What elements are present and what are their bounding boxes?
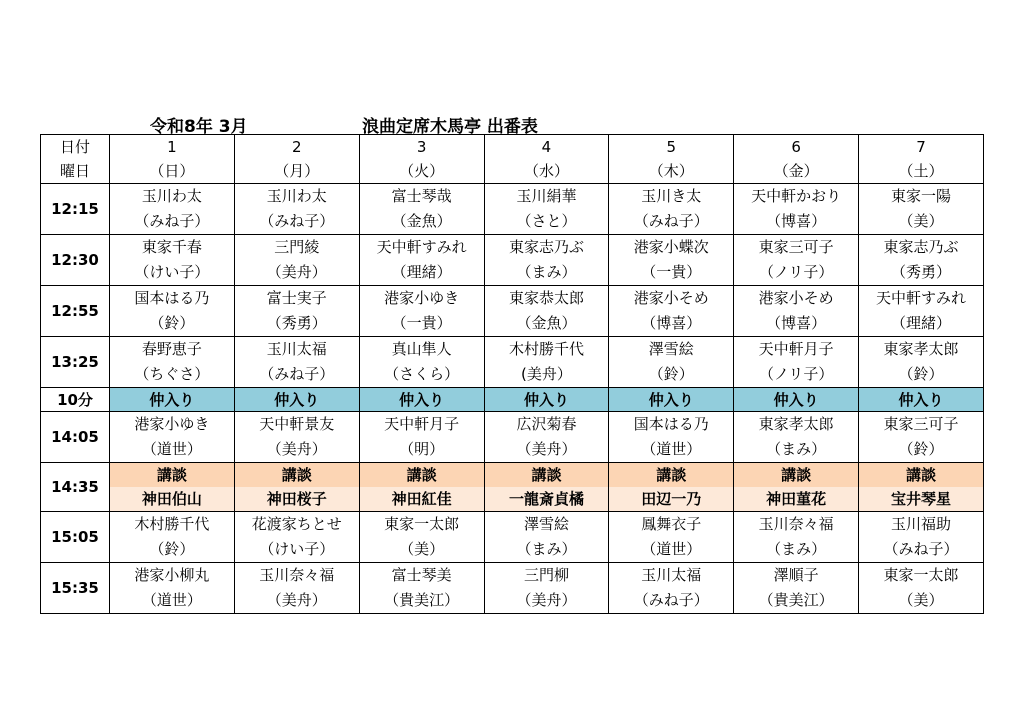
performer-name: 国本はる乃 xyxy=(633,415,709,433)
accompanist-name: （みね子） xyxy=(134,212,210,230)
performer-cell xyxy=(110,337,235,388)
performer-name: 三門柳 xyxy=(523,566,569,584)
accompanist-name: （博喜） xyxy=(641,314,702,332)
slot-time: 12:30 xyxy=(41,235,110,286)
performer-cell xyxy=(359,235,484,286)
kodan-cell xyxy=(609,463,734,512)
performer-cell xyxy=(734,337,859,388)
performer-name: 東家三可子 xyxy=(758,238,834,256)
kodan-cell xyxy=(484,463,609,512)
performer-name: 港家小柳丸 xyxy=(134,566,210,584)
performer-name: 東家恭太郎 xyxy=(508,289,584,307)
accompanist-name: （理緒） xyxy=(890,314,951,332)
performer-cell xyxy=(609,512,734,563)
performer-cell xyxy=(859,184,984,235)
intermission-duration: 10分 xyxy=(41,388,110,412)
accompanist-name: （貴美江） xyxy=(384,591,460,609)
performer-name: 富士琴哉 xyxy=(391,187,452,205)
weekday: （月） xyxy=(274,162,320,180)
accompanist-name: （美舟） xyxy=(266,440,327,458)
performer-name: 木村勝千代 xyxy=(134,515,210,533)
performer-cell xyxy=(234,337,359,388)
accompanist-name: （みね子） xyxy=(633,591,709,609)
accompanist-name: （さくら） xyxy=(384,365,460,383)
time-slot-row xyxy=(41,563,984,614)
performer-name: 玉川福助 xyxy=(890,515,951,533)
slot-time: 14:35 xyxy=(41,463,110,512)
kodan-label: 講談 xyxy=(905,466,936,484)
performer-cell xyxy=(234,286,359,337)
kodan-cell xyxy=(859,463,984,512)
performer-schedule-table xyxy=(40,134,984,614)
performer-cell xyxy=(110,563,235,614)
time-slot-row xyxy=(41,412,984,463)
date: 7 xyxy=(916,138,926,156)
kodan-label: 講談 xyxy=(781,466,812,484)
accompanist-name: （道世） xyxy=(141,591,202,609)
intermission-cell: 仲入り xyxy=(110,388,235,412)
performer-name: 東家一太郎 xyxy=(384,515,460,533)
accompanist-name: （けい子） xyxy=(134,263,210,281)
intermission-cell: 仲入り xyxy=(734,388,859,412)
performer-name: 春野恵子 xyxy=(141,340,202,358)
accompanist-name: （鈴） xyxy=(898,440,944,458)
performer-cell xyxy=(110,512,235,563)
performer-cell xyxy=(734,563,859,614)
performer-cell xyxy=(484,286,609,337)
performer-cell xyxy=(484,337,609,388)
accompanist-name: （道世） xyxy=(641,440,702,458)
performer-cell xyxy=(110,184,235,235)
performer-cell xyxy=(359,412,484,463)
performer-cell xyxy=(859,337,984,388)
accompanist-name: （ノリ子） xyxy=(758,365,834,383)
intermission-cell: 仲入り xyxy=(859,388,984,412)
day-header xyxy=(484,135,609,184)
kodan-cell xyxy=(359,463,484,512)
performer-name: 港家小そめ xyxy=(633,289,709,307)
day-header xyxy=(859,135,984,184)
performer-name: 東家志乃ぶ xyxy=(508,238,584,256)
kodan-label: 講談 xyxy=(406,466,437,484)
slot-time: 14:05 xyxy=(41,412,110,463)
performer-cell xyxy=(110,412,235,463)
intermission-cell: 仲入り xyxy=(359,388,484,412)
performer-name: 東家孝太郎 xyxy=(883,340,959,358)
performer-cell xyxy=(734,286,859,337)
performer-cell xyxy=(734,412,859,463)
performer-cell xyxy=(234,563,359,614)
weekday-label: 曜日 xyxy=(59,162,90,180)
time-slot-row xyxy=(41,512,984,563)
accompanist-name: （博喜） xyxy=(766,314,827,332)
accompanist-name: （美舟） xyxy=(516,440,577,458)
kodan-row xyxy=(41,463,984,512)
performer-cell xyxy=(859,412,984,463)
time-slot-row xyxy=(41,337,984,388)
accompanist-name: （秀勇） xyxy=(266,314,327,332)
performer-cell xyxy=(734,512,859,563)
accompanist-name: （みね子） xyxy=(259,365,335,383)
accompanist-name: （一貴） xyxy=(391,314,452,332)
time-slot-row xyxy=(41,286,984,337)
performer-name: 東家志乃ぶ xyxy=(883,238,959,256)
kodan-performer: 宝井琴星 xyxy=(859,487,983,511)
accompanist-name: （道世） xyxy=(641,540,702,558)
schedule-title: 浪曲定席木馬亭 出番表 xyxy=(362,117,538,137)
performer-cell xyxy=(484,412,609,463)
performer-cell xyxy=(484,563,609,614)
date: 6 xyxy=(791,138,801,156)
performer-name: 港家小蝶次 xyxy=(633,238,709,256)
performer-cell xyxy=(609,286,734,337)
performer-cell xyxy=(234,184,359,235)
weekday: （水） xyxy=(523,162,569,180)
accompanist-name: （まみ） xyxy=(766,440,827,458)
performer-cell xyxy=(859,563,984,614)
performer-name: 玉川絹華 xyxy=(516,187,577,205)
performer-name: 広沢菊春 xyxy=(516,415,577,433)
accompanist-name: （金魚） xyxy=(391,212,452,230)
performer-name: 鳳舞衣子 xyxy=(641,515,702,533)
performer-name: 東家三可子 xyxy=(883,415,959,433)
accompanist-name: （鈴） xyxy=(898,365,944,383)
performer-name: 天中軒すみれ xyxy=(376,238,467,256)
performer-cell xyxy=(359,184,484,235)
performer-cell xyxy=(359,337,484,388)
weekday: （火） xyxy=(399,162,445,180)
date-label: 日付 xyxy=(59,138,90,156)
accompanist-name: （理緒） xyxy=(391,263,452,281)
kodan-label: 講談 xyxy=(656,466,687,484)
performer-name: 玉川わ太 xyxy=(141,187,202,205)
performer-cell xyxy=(609,235,734,286)
date: 4 xyxy=(541,138,552,156)
kodan-label: 講談 xyxy=(281,466,312,484)
day-header xyxy=(110,135,235,184)
performer-cell xyxy=(609,337,734,388)
slot-time: 13:25 xyxy=(41,337,110,388)
slot-time: 15:35 xyxy=(41,563,110,614)
performer-name: 港家小ゆき xyxy=(134,415,210,433)
intermission-cell: 仲入り xyxy=(484,388,609,412)
weekday: （土） xyxy=(898,162,944,180)
kodan-performer: 神田紅佳 xyxy=(360,487,484,511)
slot-time: 15:05 xyxy=(41,512,110,563)
accompanist-name: （美舟） xyxy=(266,591,327,609)
performer-cell xyxy=(484,512,609,563)
accompanist-name: （鈴） xyxy=(149,540,195,558)
performer-name: 花渡家ちとせ xyxy=(251,515,342,533)
day-header xyxy=(609,135,734,184)
performer-name: 玉川太福 xyxy=(266,340,327,358)
accompanist-name: （ノリ子） xyxy=(758,263,834,281)
performer-name: 東家孝太郎 xyxy=(758,415,834,433)
performer-cell xyxy=(359,512,484,563)
time-slot-row xyxy=(41,235,984,286)
intermission-row xyxy=(41,388,984,412)
performer-name: 東家千春 xyxy=(141,238,202,256)
performer-cell xyxy=(609,563,734,614)
kodan-performer: 一龍斎貞橘 xyxy=(485,487,609,511)
accompanist-name: （みね子） xyxy=(259,212,335,230)
accompanist-name: (美舟） xyxy=(521,365,572,383)
performer-name: 玉川き太 xyxy=(641,187,702,205)
accompanist-name: （まみ） xyxy=(516,263,577,281)
accompanist-name: （一貴） xyxy=(641,263,702,281)
date: 2 xyxy=(291,138,302,156)
kodan-performer: 神田伯山 xyxy=(110,487,234,511)
performer-name: 国本はる乃 xyxy=(134,289,210,307)
date: 1 xyxy=(167,138,177,156)
performer-cell xyxy=(609,412,734,463)
performer-name: 木村勝千代 xyxy=(508,340,584,358)
accompanist-name: （美舟） xyxy=(266,263,327,281)
schedule-month: 令和8年 3月 xyxy=(150,117,248,137)
header-row xyxy=(41,135,984,184)
accompanist-name: （明） xyxy=(399,440,445,458)
weekday: （日） xyxy=(149,162,195,180)
kodan-label: 講談 xyxy=(531,466,562,484)
day-header xyxy=(734,135,859,184)
intermission-cell: 仲入り xyxy=(234,388,359,412)
day-header xyxy=(234,135,359,184)
performer-name: 天中軒月子 xyxy=(758,340,834,358)
weekday: （金） xyxy=(773,162,819,180)
accompanist-name: （金魚） xyxy=(516,314,577,332)
performer-cell xyxy=(859,286,984,337)
kodan-cell xyxy=(734,463,859,512)
slot-time: 12:55 xyxy=(41,286,110,337)
performer-name: 港家小そめ xyxy=(758,289,834,307)
accompanist-name: （けい子） xyxy=(259,540,335,558)
performer-cell xyxy=(234,412,359,463)
day-header xyxy=(359,135,484,184)
accompanist-name: （まみ） xyxy=(516,540,577,558)
performer-name: 天中軒すみれ xyxy=(875,289,966,307)
accompanist-name: （美） xyxy=(898,591,944,609)
performer-cell xyxy=(859,512,984,563)
performer-cell xyxy=(359,286,484,337)
accompanist-name: （ちぐさ） xyxy=(134,365,210,383)
performer-cell xyxy=(484,184,609,235)
kodan-performer: 神田菫花 xyxy=(734,487,858,511)
kodan-performer: 田辺一乃 xyxy=(609,487,733,511)
accompanist-name: （鈴） xyxy=(648,365,694,383)
performer-name: 天中軒景友 xyxy=(259,415,335,433)
performer-name: 澤順子 xyxy=(773,566,819,584)
performer-cell xyxy=(110,286,235,337)
date: 5 xyxy=(666,138,677,156)
kodan-cell xyxy=(110,463,235,512)
accompanist-name: （みね子） xyxy=(883,540,959,558)
accompanist-name: （美） xyxy=(399,540,445,558)
kodan-label: 講談 xyxy=(156,466,187,484)
performer-cell xyxy=(234,512,359,563)
time-slot-row xyxy=(41,184,984,235)
performer-name: 天中軒かおり xyxy=(751,187,842,205)
performer-name: 玉川奈々福 xyxy=(259,566,335,584)
performer-name: 玉川太福 xyxy=(641,566,702,584)
performer-name: 玉川奈々福 xyxy=(758,515,834,533)
performer-name: 三門綾 xyxy=(274,238,320,256)
performer-cell xyxy=(734,235,859,286)
performer-name: 澤雪絵 xyxy=(648,340,694,358)
slot-time: 12:15 xyxy=(41,184,110,235)
weekday: （木） xyxy=(648,162,694,180)
performer-cell xyxy=(359,563,484,614)
kodan-cell xyxy=(234,463,359,512)
accompanist-name: （貴美江） xyxy=(758,591,834,609)
accompanist-name: （みね子） xyxy=(633,212,709,230)
intermission-cell: 仲入り xyxy=(609,388,734,412)
performer-cell xyxy=(234,235,359,286)
performer-cell xyxy=(859,235,984,286)
accompanist-name: （道世） xyxy=(141,440,202,458)
performer-name: 富士琴美 xyxy=(391,566,452,584)
performer-name: 港家小ゆき xyxy=(384,289,460,307)
performer-name: 玉川わ太 xyxy=(266,187,327,205)
performer-name: 天中軒月子 xyxy=(384,415,460,433)
performer-cell xyxy=(484,235,609,286)
performer-cell xyxy=(734,184,859,235)
accompanist-name: （まみ） xyxy=(766,540,827,558)
header-labels xyxy=(41,135,110,184)
performer-name: 真山隼人 xyxy=(391,340,452,358)
performer-cell xyxy=(110,235,235,286)
performer-cell xyxy=(609,184,734,235)
performer-name: 東家一太郎 xyxy=(883,566,959,584)
accompanist-name: （美） xyxy=(898,212,944,230)
accompanist-name: （秀勇） xyxy=(890,263,951,281)
accompanist-name: （博喜） xyxy=(766,212,827,230)
accompanist-name: （美舟） xyxy=(516,591,577,609)
performer-name: 東家一陽 xyxy=(890,187,951,205)
performer-name: 澤雪絵 xyxy=(523,515,569,533)
kodan-performer: 神田桜子 xyxy=(235,487,359,511)
performer-name: 富士実子 xyxy=(266,289,327,307)
date: 3 xyxy=(416,138,427,156)
accompanist-name: （鈴） xyxy=(149,314,195,332)
accompanist-name: （さと） xyxy=(516,212,577,230)
